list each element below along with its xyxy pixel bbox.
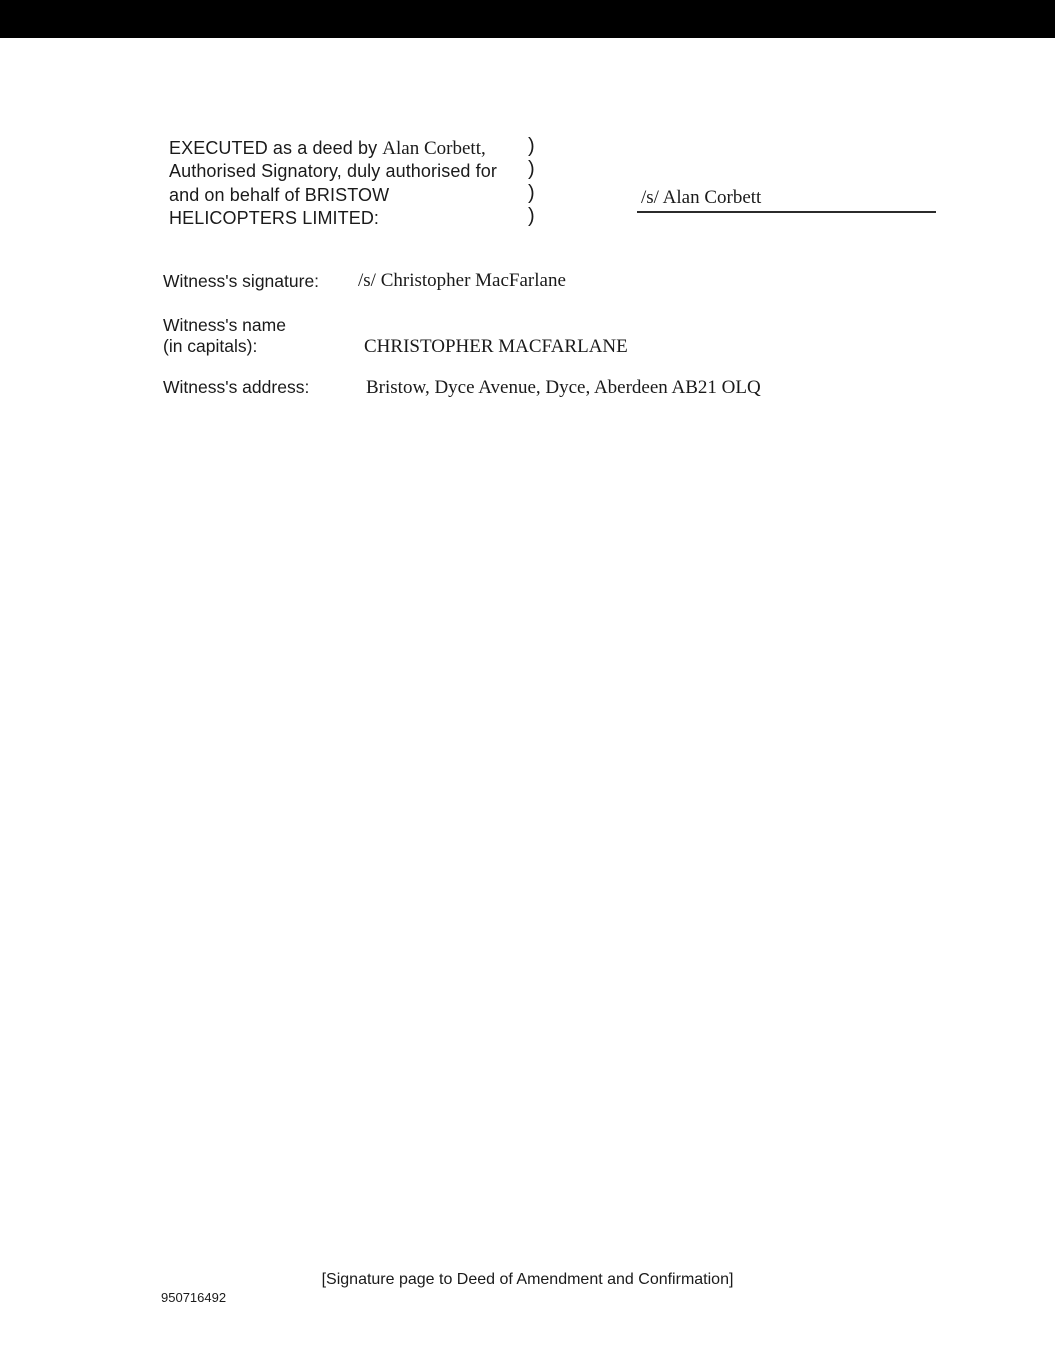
execution-clause-line-1 (169, 137, 497, 160)
document-number: 950716492 (161, 1290, 227, 1305)
execution-clause-line-4 (169, 207, 497, 230)
execution-clause-line-4-sans: HELICOPTERS LIMITED: (169, 208, 380, 229)
execution-clause-line-2-sans: Authorised Signatory, duly authorised for (169, 161, 497, 182)
signatory-name-inline: Alan Corbett, (382, 138, 486, 159)
witness-address-label: Witness's address: (163, 377, 310, 397)
deed-paren-2: ) (528, 158, 535, 181)
execution-clause-line-3-sans: and on behalf of BRISTOW (169, 184, 390, 205)
witness-signature-value: /s/ Christopher MacFarlane (358, 270, 566, 291)
witness-signature-label: Witness's signature: (163, 271, 320, 291)
execution-clause-block (169, 137, 497, 231)
signature-underline (637, 211, 936, 213)
signatory-signature-text: /s/ Alan Corbett (641, 187, 762, 208)
witness-address-value: Bristow, Dyce Avenue, Dyce, Aberdeen AB21 OLQ (366, 377, 761, 398)
execution-clause-line-1-sans: EXECUTED as a deed by (169, 138, 383, 158)
deed-paren-4: ) (528, 205, 535, 228)
signature-page-caption: [Signature page to Deed of Amendment and Confirmation] (321, 1271, 734, 1288)
witness-name-label (163, 315, 286, 357)
deed-paren-column (528, 135, 535, 229)
deed-paren-3: ) (528, 181, 535, 204)
execution-clause-line-3 (169, 184, 497, 207)
deed-paren-1: ) (528, 135, 535, 157)
scan-artifact-top-bar (0, 0, 1055, 38)
execution-clause-line-2 (169, 160, 497, 183)
witness-name-label-line1: Witness's name (163, 315, 286, 335)
witness-name-label-line2: (in capitals): (163, 336, 258, 356)
witness-name-value: CHRISTOPHER MACFARLANE (364, 336, 628, 357)
